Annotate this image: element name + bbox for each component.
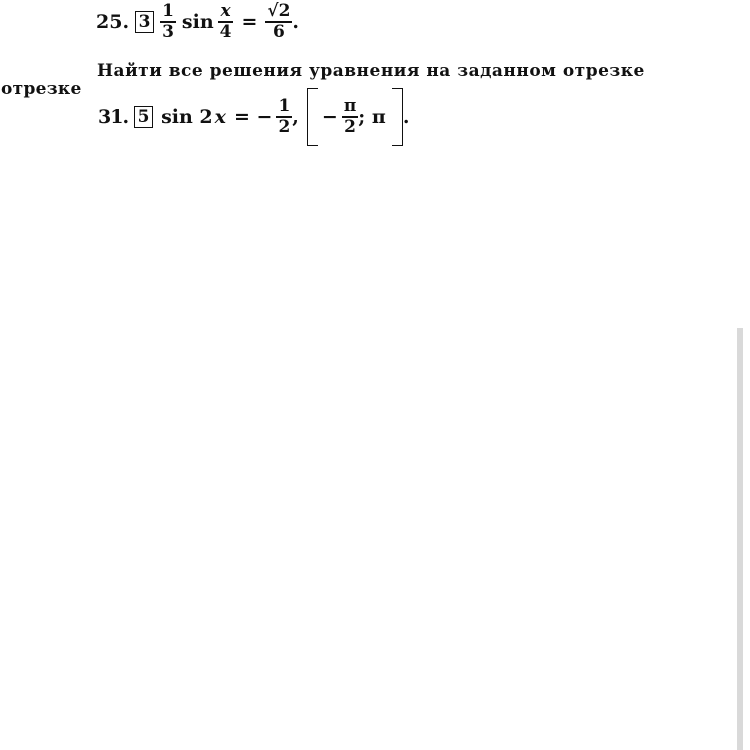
equals-sign: =	[241, 10, 258, 33]
left-bracket	[307, 88, 318, 146]
problem-25	[96, 2, 299, 42]
fraction-numerator: π	[343, 96, 357, 117]
period: .	[402, 106, 410, 128]
right-bracket	[392, 88, 403, 146]
vertical-scrollbar[interactable]	[737, 328, 743, 750]
equals-minus: = −	[233, 106, 273, 128]
answer-box: 5	[134, 106, 153, 128]
fraction-denominator: 4	[219, 21, 232, 42]
interval-end: ; π	[358, 106, 386, 128]
function-name: sin	[181, 10, 214, 33]
comma: ,	[292, 106, 299, 128]
fraction-numerator: √2	[267, 1, 291, 21]
problem-number: 31.	[98, 106, 129, 128]
rhs-fraction	[276, 97, 292, 137]
fraction-numerator: 1	[278, 96, 291, 117]
fraction-denominator: 3	[162, 21, 174, 42]
side-label: отрезке	[1, 79, 82, 99]
section-heading: Найти все решения уравнения на заданном отрезке	[97, 61, 645, 81]
interval-minus: −	[321, 106, 338, 128]
fraction-denominator: 2	[278, 116, 291, 137]
period: .	[292, 10, 300, 33]
rhs-fraction	[265, 2, 292, 42]
variable-x: x	[214, 106, 226, 128]
argument-fraction	[218, 2, 234, 42]
fraction-numerator: x	[220, 1, 231, 21]
equation-expression: sin 2	[161, 106, 213, 128]
answer-box: 3	[135, 11, 154, 33]
coefficient-fraction	[160, 2, 176, 42]
fraction-denominator: 6	[272, 21, 285, 42]
fraction-denominator: 2	[344, 116, 356, 137]
problem-number: 25.	[96, 10, 130, 33]
problem-31	[98, 88, 409, 146]
fraction-numerator: 1	[162, 1, 174, 21]
interval-fraction	[342, 97, 358, 137]
